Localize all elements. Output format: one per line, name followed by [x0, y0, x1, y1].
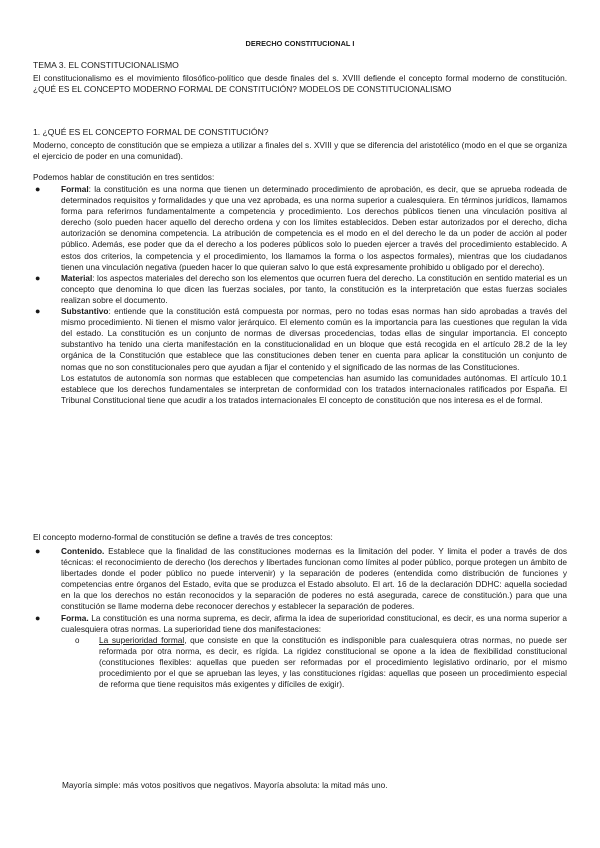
term-superioridad-formal: La superioridad formal [99, 634, 185, 645]
term-substantivo: Substantivo [61, 306, 109, 317]
list-item-contenido [33, 546, 567, 613]
list-item-substantivo [33, 306, 567, 406]
forma-sublist [61, 635, 567, 690]
intro-paragraph: El constitucionalismo es el movimiento filosófico-político que desde finales del s. XVIII defiende el concepto formal moderno de constitución. ¿QUÉ ES EL CONCEPTO MODERNO FORMAL DE CONSTITUCIÓN? MODELOS DE CONSTITUCIONALISMO [33, 73, 567, 95]
text-forma: La constitución es una norma suprema, es decir, afirma la idea de superioridad constitucional, es decir, es una norma superior a cualesquiera otras normas. La superioridad tiene dos manifestaciones: [61, 612, 567, 634]
term-contenido: Contenido. [61, 546, 105, 556]
text-material: : los aspectos materiales del derecho son los elementos que ocurren fuera del derecho. La constitución en sentido material es un concepto que denomina lo que dicen las fuerzas sociales, por tanto, la constitución es la interpretación que estas fuerzas sociales realizan sobre el documento. [61, 272, 567, 305]
bullet-icon: ● [35, 272, 41, 283]
section-1-heading: 1. ¿QUÉ ES EL CONCEPTO FORMAL DE CONSTITUCIÓN? [33, 127, 269, 137]
text-substantivo: : entiende que la constitución está compuesta por normas, pero no todas esas normas han sido aprobadas a través del mismo procedimiento. Ni tienen el mismo valor jerárquico. El elemento común es la importancia para las cuestiones que regulan la vida del estado. La constitución es un conjunto de normas de diversas procedencias, todas ellas de singular importancia. El concepto substantivo ha tenido una cierta manifestación en la constitucionalidad en un bloque que está recogida en el artículo 28.2 de la ley orgánica de la Constitución que establece que las constituciones deben tener en cuenta para aplicar la constitución un conjunto de nomas que no son constitucionales pero que ayudan a fijar el contenido y el significado de las normas de las Constituciones. [61, 306, 567, 372]
bullet-icon: ● [35, 612, 41, 623]
final-note: Mayoría simple: más votos positivos que negativos. Mayoría absoluta: la mitad más uno. [62, 780, 388, 790]
section-2-intro: El concepto moderno-formal de constitución se define a través de tres conceptos: [33, 532, 333, 542]
term-material: Material [61, 272, 93, 283]
document-header: DERECHO CONSTITUCIONAL I [245, 39, 355, 48]
sublist-item-superioridad-formal [61, 635, 567, 690]
senses-list [33, 184, 567, 406]
text-substantivo-extra: Los estatutos de autonomía son normas que establecen que competencias han asumido las comunidades autónomas. El artículo 10.1 establece que los derechos fundamentales se interpretan de conformidad con los tratados internacionales ratificados por España. El Tribunal Constitucional tiene que acudir a los tratados internacionales El concepto de constitución que nos interesa es el de formal. [61, 372, 567, 405]
list-item-forma [33, 613, 567, 691]
text-formal: : la constitución es una norma que tienen un determinado procedimiento de aprobación, es decir, que se aprueba rodeada de determinados requisitos y formalidades y que una vez aprobada, es una norma superior a cualesquiera. En términos jurídicos, llamamos forma para referirnos fundamentalmente a competencia y procedimiento. Los derechos públicos tienen una vinculación positiva al derecho (solo pueden hacer aquello del derecho ordena y con los límites establecidos. Deben estar autorizados por el derecho, dicha autorización se denomina competencia. La atribución de competencia es el modo en el del derecho le da un poder de acción al poder público. Además, ese poder que da el derecho a los poderes públicos solo lo pueden ejercer a través del procedimiento establecido. A estos dos criterios, la competencia y el procedimiento, los llamamos la forma o los aspectos formales), mientras que los ciudadanos tienen una vinculación negativa (pueden hacer lo que quieran salvo lo que está expresamente prohibido u obligado por el derecho). [61, 184, 567, 272]
section-1-paragraph: Moderno, concepto de constitución que se empieza a utilizar a finales del s. XVIII y que se diferencia del aristotélico (modo en el que se organiza el ejercicio de poder en una comunidad). [33, 140, 567, 162]
bullet-icon: ● [35, 546, 41, 556]
bullet-icon: ● [35, 306, 41, 317]
text-superioridad-formal: , que consiste en que la constitución es indisponible para cualesquiera otras normas, no puede ser reformada por otra norma, es decir, es rígida. La rigidez constitucional se opone a la idea de flexibilidad constitucional (constituciones flexibles: aquellas que pueden ser reformadas por el procedimiento legislativo ordinario, por el mismo procedimiento por el que se aprueban las leyes, y las constituciones rígidas: aquellas que poseen un procedimiento especial de reforma que tiene requisitos más exigentes y difíciles de exigir). [99, 634, 567, 690]
list-item-formal [33, 184, 567, 273]
hollow-bullet-icon: o [75, 635, 80, 645]
chapter-title: TEMA 3. EL CONSTITUCIONALISMO [33, 60, 179, 70]
term-forma: Forma. [61, 612, 89, 623]
senses-intro: Podemos hablar de constitución en tres sentidos: [33, 172, 215, 182]
concepts-list [33, 546, 567, 690]
text-contenido: Establece que la finalidad de las constituciones modernas es la limitación del poder. Y limita el poder a través de dos técnicas: el reconocimiento de derecho (los derechos y libertades funcionan como límites al poder público, porque protegen un ámbito de libertades donde el poder público no puede intervenir) y la separación de poderes (entendida como distribución de funciones y competencias entre órganos del Estado, evita que se produzca el Estado absoluto. El art. 16 de la declaración DDHC: aquella sociedad en la que los derechos no están reconocidos y la separación de poderes no está asegurada, carece de constitución.) para que una constitución se llame moderna debe reconocer derechos y establecer la separación de poderes. [61, 546, 567, 612]
term-formal: Formal [61, 184, 89, 194]
bullet-icon: ● [35, 184, 41, 194]
list-item-material [33, 273, 567, 306]
